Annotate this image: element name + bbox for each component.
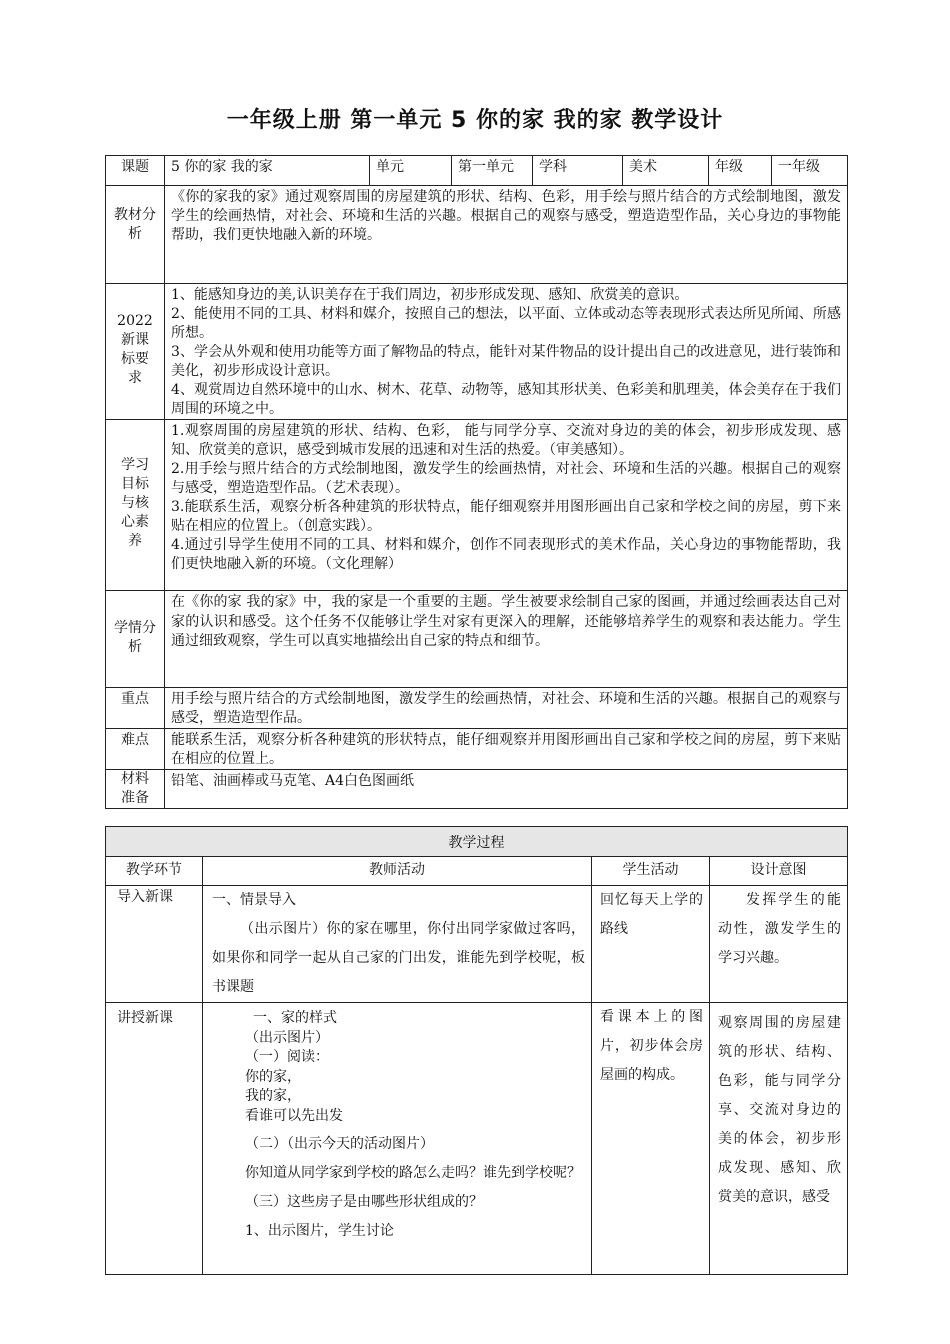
header-student: 学生活动	[592, 857, 710, 886]
material-analysis-row	[106, 186, 848, 284]
intro-teacher-cell	[203, 886, 592, 1003]
standards-cell	[165, 284, 848, 420]
student-analysis-label: 学情分析	[106, 591, 165, 688]
standards-item: 4、观赏周边自然环境中的山水、树木、花草、动物等，感知其形状美、色彩美和肌理美，体会美存在于我们周围的环境之中。	[171, 382, 841, 417]
standards-row	[106, 284, 848, 420]
lesson-teacher-line: 你知道从同学家到学校的路怎么走吗？谁先到学校呢？	[245, 1165, 581, 1181]
difficulty-label: 难点	[106, 729, 165, 770]
subject-value: 美术	[623, 156, 709, 186]
lesson-teacher-line: （三）这些房子是由哪些形状组成的？	[245, 1194, 483, 1210]
objectives-label: 学习目标与核心素养	[106, 420, 165, 591]
lesson-intent: 观察周围的房屋建筑的形状、结构、色彩，能与同学分享、交流对身边的美的体会，初步形成发现、感知、欣赏美的意识，感受	[710, 1003, 848, 1275]
unit-label: 单元	[370, 156, 452, 186]
info-row	[106, 156, 848, 186]
intro-stage: 导入新课	[106, 886, 203, 1003]
materials-label: 材料准备	[106, 770, 165, 809]
objectives-cell	[165, 420, 848, 591]
lesson-student: 看课本上的图片，初步体会房屋画的构成。	[592, 1003, 710, 1275]
material-analysis-label: 教材分析	[106, 186, 165, 284]
intro-teacher-text: （出示图片）你的家在哪里，你付出同学家做过客吗，如果你和同学一起从自己家的门出发，谁能先到学校呢，板书课题	[212, 921, 585, 995]
lesson-teacher-line: （出示图片）	[245, 1029, 329, 1046]
student-analysis-row	[106, 591, 848, 688]
grade-value: 一年级	[772, 156, 848, 186]
intro-intent: 发挥学生的能动性，激发学生的学习兴趣。	[710, 886, 848, 1003]
materials-row	[106, 770, 848, 809]
intro-row	[106, 886, 848, 1003]
lesson-info-table	[105, 155, 848, 809]
intro-student: 回忆每天上学的路线	[592, 886, 710, 1003]
subject-label: 学科	[533, 156, 623, 186]
header-intent: 设计意图	[710, 857, 848, 886]
difficulty-row	[106, 729, 848, 770]
unit-value: 第一单元	[452, 156, 533, 186]
lesson-teacher-line: 看谁可以先出发	[245, 1107, 343, 1124]
objective-item: 2.用手绘与照片结合的方式绘制地图，激发学生的绘画热情，对社会、环境和生活的兴趣。根据自己的观察与感受，塑造造型作品。（艺术表现）。	[171, 461, 841, 496]
lesson-teacher-cell	[203, 1003, 592, 1275]
lesson-teacher-line: 我的家，	[245, 1088, 301, 1104]
objective-item: 4.通过引导学生使用不同的工具、材料和媒介，创作不同表现形式的美术作品，关心身边的事物能帮助，我们更快地融入新的环境。（文化理解）	[171, 537, 841, 572]
lesson-teacher-line: 1、出示图片，学生讨论	[245, 1223, 394, 1239]
topic-value: 5 你的家 我的家	[165, 156, 370, 186]
grade-label: 年级	[709, 156, 772, 186]
standards-item: 1、能感知身边的美,认识美存在于我们周边，初步形成发现、感知、欣赏美的意识。	[171, 287, 689, 303]
material-analysis-text: 《你的家我的家》通过观察周围的房屋建筑的形状、结构、色彩，用手绘与照片结合的方式绘制地图，激发学生的绘画热情，对社会、环境和生活的兴趣。根据自己的观察与感受，塑造造型作品，关心身边的事物能帮助，我们更快地融入新的环境。	[165, 186, 848, 284]
student-analysis-text: 在《你的家 我的家》中，我的家是一个重要的主题。学生被要求绘制自己家的图画，并通过绘画表达自己对家的认识和感受。这个任务不仅能够让学生对家有更深入的理解，还能够培养学生的观察和表达能力。学生通过细致观察，学生可以真实地描绘出自己家的特点和细节。	[165, 591, 848, 688]
key-point-label: 重点	[106, 688, 165, 729]
process-title: 教学过程	[106, 827, 848, 857]
lesson-teacher-line: 你的家，	[245, 1068, 301, 1085]
header-stage: 教学环节	[106, 857, 203, 886]
lesson-row	[106, 1003, 848, 1275]
process-header-row	[106, 857, 848, 886]
header-teacher: 教师活动	[203, 857, 592, 886]
standards-label: 2022新课标要求	[106, 284, 165, 420]
lesson-teacher-line: （一）阅读：	[245, 1049, 329, 1065]
materials-text: 铅笔、油画棒或马克笔、A4白色图画纸	[165, 770, 848, 809]
objectives-row	[106, 420, 848, 591]
process-title-row	[106, 827, 848, 857]
lesson-teacher-line: （二）（出示今天的活动图片）	[245, 1136, 434, 1152]
difficulty-text: 能联系生活，观察分析各种建筑的形状特点，能仔细观察并用图形画出自己家和学校之间的房屋，剪下来贴在相应的位置上。	[165, 729, 848, 770]
standards-item: 3、学会从外观和使用功能等方面了解物品的特点，能针对某件物品的设计提出自己的改进意见，进行装饰和美化，初步形成设计意识。	[171, 344, 841, 379]
teaching-process-table	[105, 826, 848, 1275]
intro-teacher-heading: 一、情景导入	[212, 892, 296, 908]
key-point-text: 用手绘与照片结合的方式绘制地图，激发学生的绘画热情，对社会、环境和生活的兴趣。根据自己的观察与感受，塑造造型作品。	[165, 688, 848, 729]
lesson-stage: 讲授新课	[106, 1003, 203, 1275]
topic-label: 课题	[106, 156, 165, 186]
objective-item: 3.能联系生活，观察分析各种建筑的形状特点，能仔细观察并用图形画出自己家和学校之间的房屋，剪下来贴在相应的位置上。（创意实践）。	[171, 499, 841, 534]
document-title: 一年级上册 第一单元 5 你的家 我的家 教学设计	[226, 108, 724, 133]
lesson-teacher-line: 一、家的样式	[253, 1010, 337, 1026]
key-point-row	[106, 688, 848, 729]
standards-item: 2、能使用不同的工具、材料和媒介，按照自己的想法，以平面、立体或动态等表现形式表达所见所闻、所感所想。	[171, 306, 841, 341]
objective-item: 1.观察周围的房屋建筑的形状、结构、色彩， 能与同学分享、交流对身边的美的体会，初步形成发现、感知、欣赏美的意识，感受到城市发展的迅速和对生活的热爱。（审美感知）。	[171, 423, 841, 458]
